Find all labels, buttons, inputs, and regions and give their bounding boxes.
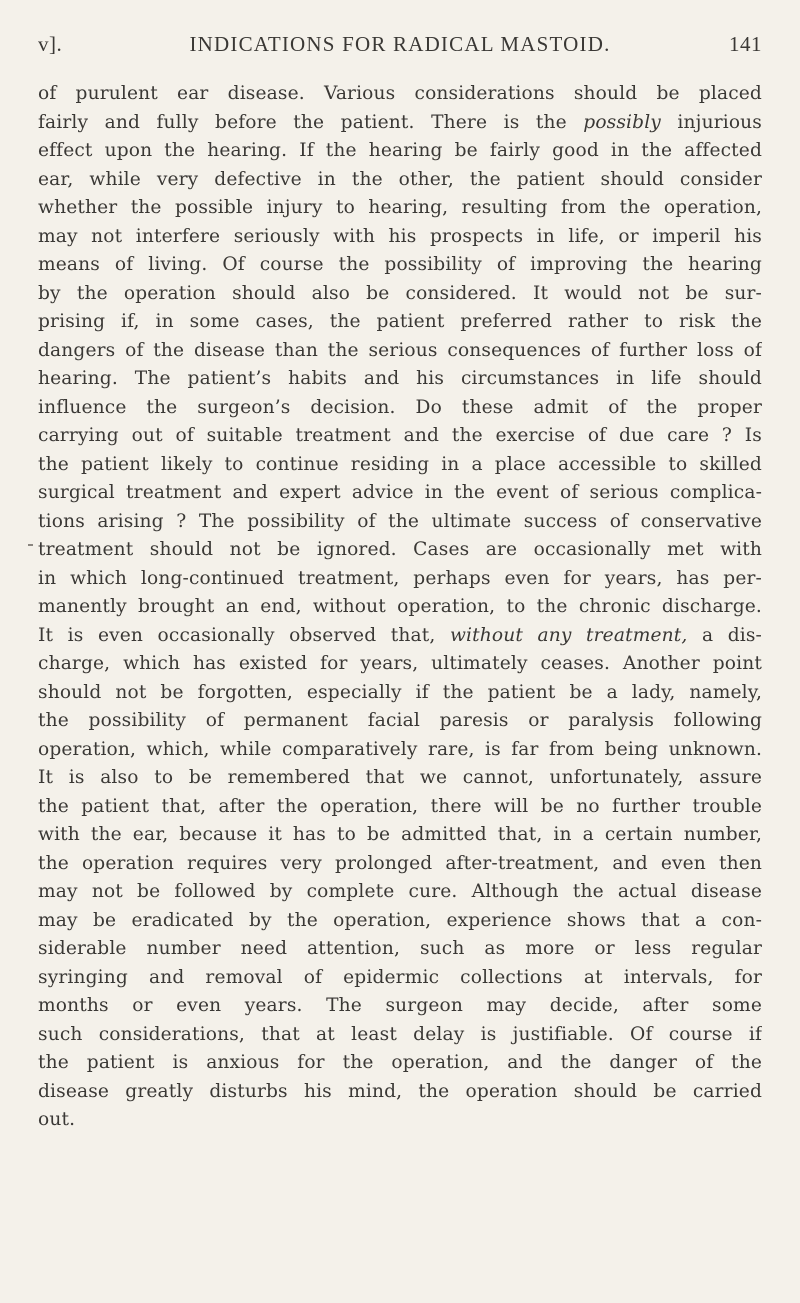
text-segment: siderable number need attention, such as more or less regular [38,938,762,959]
text-line [38,964,762,993]
text-segment: the patient that, after the operation, there will be no further trouble [38,795,762,817]
text-segment: means of living. Of course the possibility of improving the hearing [38,254,762,275]
text-segment: operation, which, while comparatively rare, is far from being unknown. [38,738,762,760]
text-line [38,422,762,451]
text-line [38,622,762,651]
text-line [38,337,762,366]
text-segment: prising if, in some cases, the patient preferred rather to risk the [38,311,762,332]
text-segment: of purulent ear disease. Various considerations should be placed [38,83,762,104]
text-line [38,80,762,109]
text-line [38,992,762,1021]
text-line [38,109,762,138]
text-segment: disease greatly disturbs his mind, the operation should be carried [38,1080,762,1102]
text-line [38,593,762,622]
text-line [38,650,762,679]
text-segment: in which long-continued treatment, perhaps even for years, has per- [38,567,762,589]
text-line [38,166,762,195]
text-segment: effect upon the hearing. If the hearing be fairly good in the affected [38,140,762,161]
text-segment: dangers of the disease than the serious consequences of further loss of [38,339,762,361]
text-line [38,907,762,936]
text-line [38,479,762,508]
text-line [38,1049,762,1078]
italic-text: possibly [583,111,661,133]
text-segment: such considerations, that at least delay is justifiable. Of course if [38,1023,762,1045]
text-segment: a dis- [687,624,762,646]
text-segment: may be eradicated by the operation, experience shows that a con- [38,909,762,931]
text-segment: influence the surgeon’s decision. Do these admit of the proper [38,396,762,418]
text-line [38,878,762,907]
chapter-number: v]. [38,32,63,56]
text-line [38,1106,762,1135]
margin-mark [28,544,33,546]
text-line [38,137,762,166]
text-segment: the operation requires very prolonged after-treatment, and even then [38,852,762,874]
text-segment: with the ear, because it has to be admitted that, in a certain number, [38,824,762,845]
text-line [38,793,762,822]
text-segment: the possibility of permanent facial paresis or paralysis following [38,710,762,731]
text-line [38,194,762,223]
text-line [38,679,762,708]
text-segment: It is even occasionally observed that, [38,624,450,646]
text-segment: manently brought an end, without operation, to the chronic discharge. [38,596,762,617]
running-head [38,32,762,60]
text-line [38,508,762,537]
text-segment: syringing and removal of epidermic collections at intervals, for [38,966,762,988]
text-segment: whether the possible injury to hearing, resulting from the operation, [38,197,762,218]
text-line [38,536,762,565]
text-segment: ear, while very defective in the other, the patient should consider [38,168,762,190]
text-line [38,394,762,423]
text-segment: may not be followed by complete cure. Although the actual disease [38,881,762,902]
italic-text: without any treatment, [449,624,688,646]
text-segment: treatment should not be ignored. Cases are occasionally met with [38,539,762,560]
text-line [38,736,762,765]
text-line [38,850,762,879]
text-segment: the patient is anxious for the operation, and the danger of the [38,1052,762,1073]
text-segment: months or even years. The surgeon may decide, after some [38,995,762,1016]
text-line [38,451,762,480]
text-segment: should not be forgotten, especially if the patient be a lady, namely, [38,681,762,703]
text-line [38,365,762,394]
running-title: INDICATIONS FOR RADICAL MASTOID. [189,32,611,56]
text-line [38,764,762,793]
text-line [38,565,762,594]
body-paragraph [38,80,762,1135]
text-segment: tions arising ? The possibility of the ultimate success of conservative [38,510,762,532]
text-line [38,1078,762,1107]
text-segment: carrying out of suitable treatment and the exercise of due care ? Is [38,425,762,446]
text-segment: may not interfere seriously with his prospects in life, or imperil his [38,225,762,247]
text-segment: charge, which has existed for years, ultimately ceases. Another point [38,653,762,674]
text-segment: surgical treatment and expert advice in the event of serious complica- [38,482,762,503]
text-segment: hearing. The patient’s habits and his circumstances in life should [38,368,762,389]
text-line [38,280,762,309]
text-line [38,223,762,252]
text-line [38,821,762,850]
text-segment: It is also to be remembered that we cannot, unfortunately, assure [38,767,762,788]
text-segment: the patient likely to continue residing in a place accessible to skilled [38,453,762,475]
text-line [38,1021,762,1050]
text-segment: fairly and fully before the patient. There is the [38,111,584,133]
text-segment: by the operation should also be considered. It would not be sur- [38,282,762,304]
text-line [38,251,762,280]
text-segment: injurious [660,111,762,133]
text-line [38,935,762,964]
text-line [38,707,762,736]
text-segment: out. [38,1109,76,1130]
page-number: 141 [729,32,762,56]
text-line [38,308,762,337]
